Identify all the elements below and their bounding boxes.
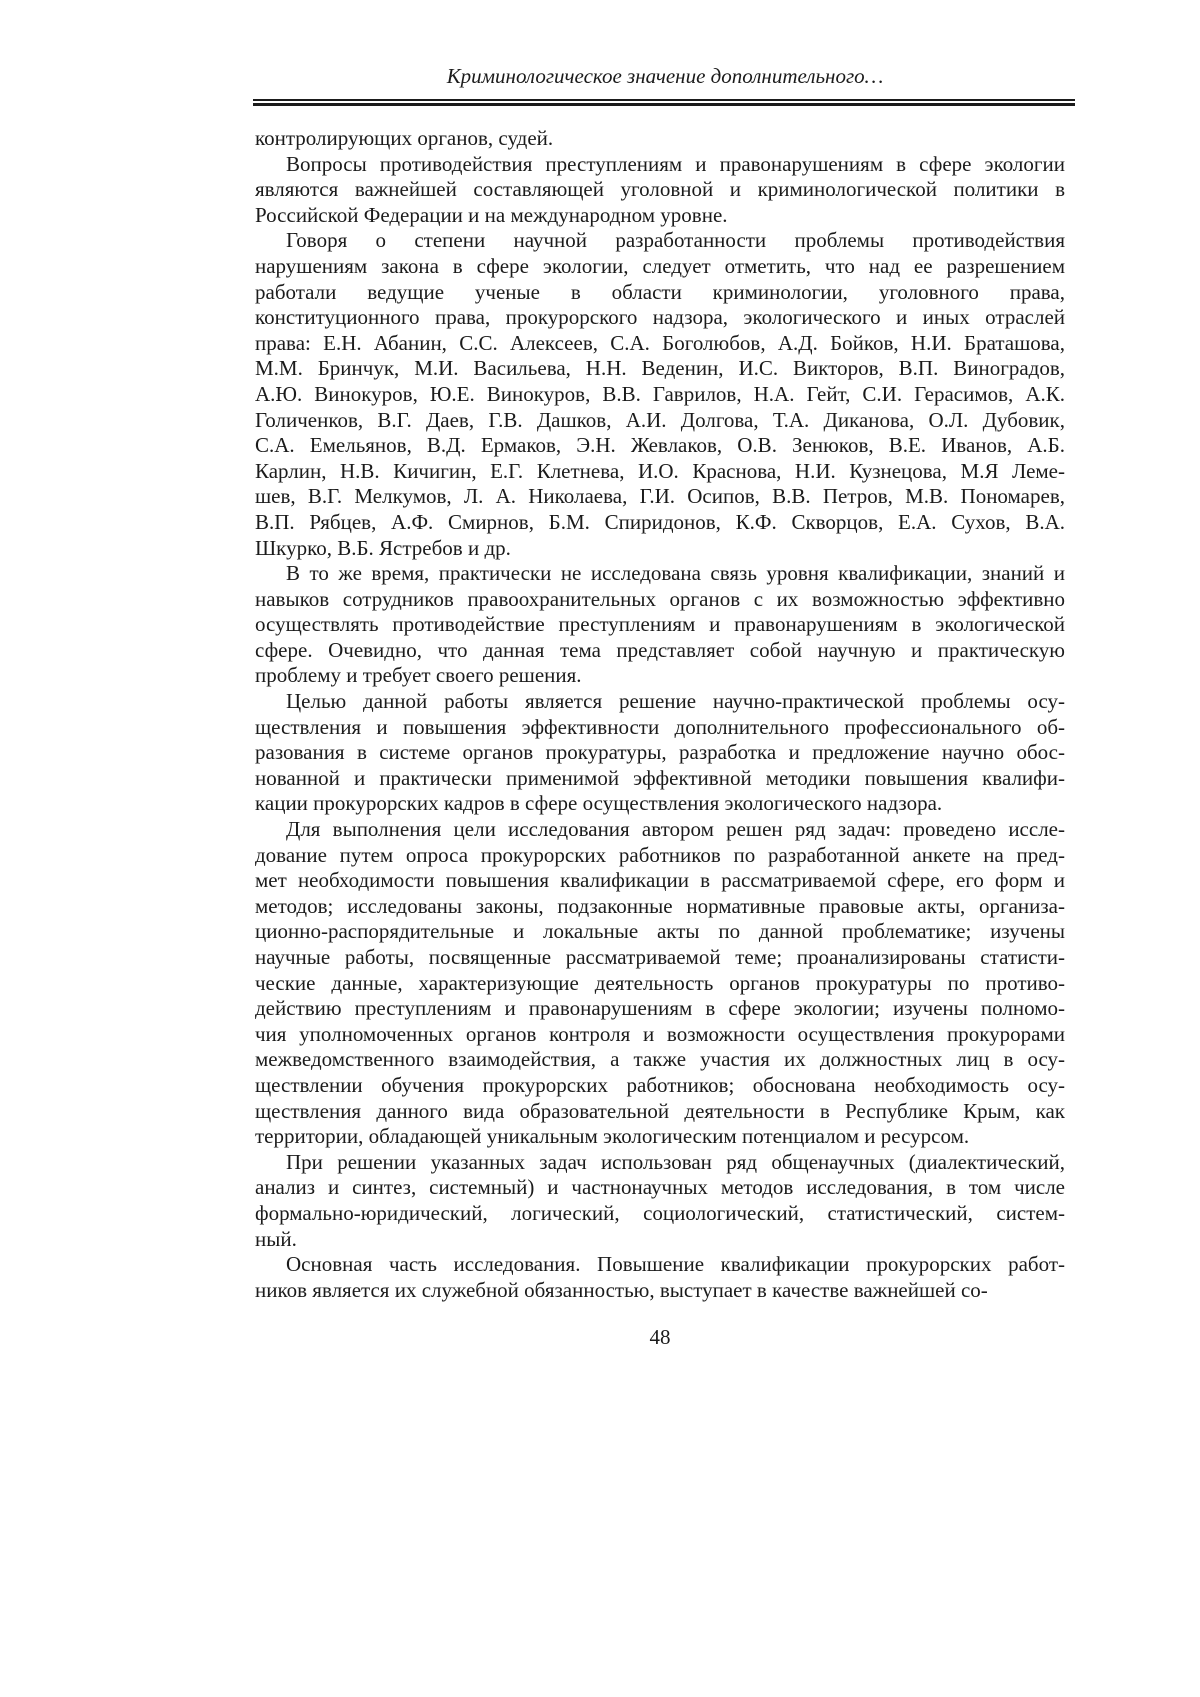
text-line: дование путем опроса прокурорских работников по разработанной анкете на пред- <box>255 842 1065 867</box>
text-line: ществления данного вида образовательной деятельности в Республике Крым, как <box>255 1098 1065 1123</box>
text-line: ционно-распорядительные и локальные акты по данной проблематике; изучены <box>255 919 1065 944</box>
text-line: нованной и практически применимой эффективной методики повышения квалифи- <box>255 765 1065 790</box>
text-line: С.А. Емельянов, В.Д. Ермаков, Э.Н. Жевлаков, О.В. Зенюков, В.Е. Иванов, А.Б. <box>255 433 1065 458</box>
text-line: формально-юридический, логический, социологический, статистический, систем- <box>255 1200 1065 1225</box>
text-line: ческие данные, характеризующие деятельность органов прокуратуры по противо- <box>255 970 1065 995</box>
text-line: навыков сотрудников правоохранительных органов с их возможностью эффективно <box>255 586 1065 611</box>
page-content <box>255 0 1065 1697</box>
text-line: ществлении обучения прокурорских работников; обоснована необходимость осу- <box>255 1072 1065 1097</box>
text-line: Основная часть исследования. Повышение квалификации прокурорских работ- <box>286 1252 1065 1277</box>
header-rule-divider <box>253 99 1075 106</box>
text-line: анализ и синтез, системный) и частнонаучных методов исследования, в том числе <box>255 1175 1065 1200</box>
text-line: разования в системе органов прокуратуры, разработка и предложение научно обос- <box>255 740 1065 765</box>
text-line: контролирующих органов, судей. <box>255 126 554 150</box>
text-line: кации прокурорских кадров в сфере осуществления экологического надзора. <box>255 791 943 816</box>
text-line: Для выполнения цели исследования автором решен ряд задач: проведено иссле- <box>286 817 1065 842</box>
text-line: ников является их служебной обязанностью, выступает в качестве важнейшей со- <box>255 1277 988 1302</box>
text-line: В то же время, практически не исследована связь уровня квалификации, знаний и <box>286 561 1065 586</box>
text-line: сфере. Очевидно, что данная тема представляет собой научную и практическую <box>255 637 1065 662</box>
text-line: являются важнейшей составляющей уголовной и криминологической политики в <box>255 177 1065 202</box>
text-line: действию преступлениям и правонарушениям в сфере экологии; изучены полномо- <box>255 996 1065 1021</box>
text-line: Российской Федерации и на международном уровне. <box>255 202 728 227</box>
text-line: научные работы, посвященные рассматриваемой теме; проанализированы статисти- <box>255 945 1065 969</box>
text-line: межведомственного взаимодействия, а также участия их должностных лиц в осу- <box>255 1047 1065 1072</box>
body-text <box>255 126 1065 1303</box>
text-line: ный. <box>255 1226 297 1251</box>
text-line: При решении указанных задач использован ряд общенаучных (диалектический, <box>286 1149 1065 1174</box>
text-line: Голиченков, В.Г. Даев, Г.В. Дашков, А.И. Долгова, Т.А. Диканова, О.Л. Дубовик, <box>255 407 1065 432</box>
running-header: Криминологическое значение дополнительного… <box>446 64 884 88</box>
text-line: проблему и требует своего решения. <box>255 663 582 688</box>
text-line: мет необходимости повышения квалификации в рассматриваемой сфере, его форм и <box>255 868 1065 893</box>
text-line: Говоря о степени научной разработанности проблемы противодействия <box>286 228 1065 253</box>
text-line: конституционного права, прокурорского надзора, экологического и иных отраслей <box>255 305 1065 330</box>
text-line: осуществлять противодействие преступлениям и правонарушениям в экологической <box>255 612 1065 637</box>
text-line: методов; исследованы законы, подзаконные нормативные правовые акты, организа- <box>255 893 1065 918</box>
text-line: Шкурко, В.Б. Ястребов и др. <box>255 535 511 560</box>
text-line: шев, В.Г. Мелкумов, Л. А. Николаева, Г.И. Осипов, В.В. Петров, М.В. Пономарев, <box>255 484 1065 509</box>
text-line: Целью данной работы является решение научно-практической проблемы осу- <box>286 689 1065 714</box>
text-line: М.М. Бринчук, М.И. Васильева, Н.Н. Веденин, И.С. Викторов, В.П. Виноградов, <box>255 356 1065 381</box>
text-line: права: Е.Н. Абанин, С.С. Алексеев, С.А. Боголюбов, А.Д. Бойков, Н.И. Браташова, <box>255 330 1065 355</box>
text-line: работали ведущие ученые в области криминологии, уголовного права, <box>255 279 1065 304</box>
text-line: В.П. Рябцев, А.Ф. Смирнов, Б.М. Спиридонов, К.Ф. Скворцов, Е.А. Сухов, В.А. <box>255 509 1065 534</box>
text-line: Вопросы противодействия преступлениям и правонарушениям в сфере экологии <box>286 151 1065 176</box>
text-line: А.Ю. Винокуров, Ю.Е. Винокуров, В.В. Гаврилов, Н.А. Гейт, С.И. Герасимов, А.К. <box>255 381 1065 406</box>
text-line: территории, обладающей уникальным экологическим потенциалом и ресурсом. <box>255 1124 970 1149</box>
text-line: нарушениям закона в сфере экологии, следует отметить, что над ее разрешением <box>255 253 1065 278</box>
text-line: чия уполномоченных органов контроля и возможности осуществления прокурорами <box>255 1021 1065 1046</box>
page-number: 48 <box>649 1325 671 1349</box>
text-line: Карлин, Н.В. Кичигин, Е.Г. Клетнева, И.О. Краснова, Н.И. Кузнецова, М.Я Леме- <box>255 458 1065 483</box>
text-line: ществления и повышения эффективности дополнительного профессионального об- <box>255 714 1065 739</box>
